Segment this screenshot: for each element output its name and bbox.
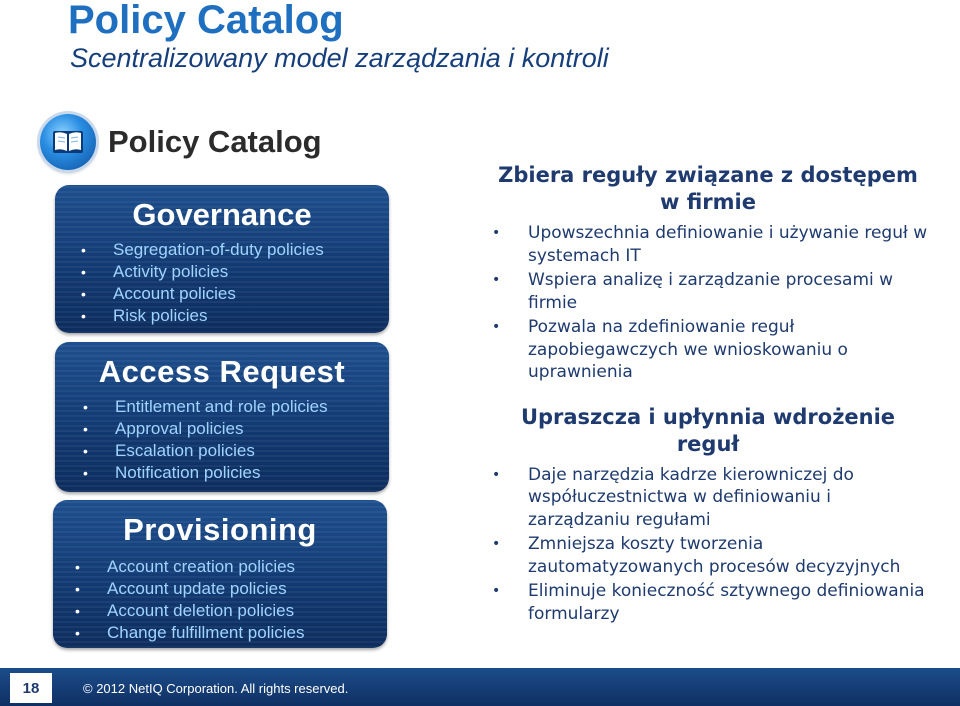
list-item: • Risk policies (81, 305, 389, 327)
list-item: • Change fulfillment policies (75, 622, 387, 644)
list-item: • Approval policies (83, 418, 389, 440)
slide-title: Policy Catalog (68, 0, 344, 42)
slide-subtitle: Scentralizowany model zarządzania i kontroli (70, 43, 609, 73)
section-heading: Zbiera reguły związane z dostępem w firmie (498, 163, 918, 214)
access-request-panel (55, 342, 389, 492)
list-item: • Account deletion policies (75, 600, 387, 622)
list-item: • Upowszechnia definiowanie i używanie reguł w systemach IT (488, 222, 928, 267)
book-icon (40, 114, 96, 170)
list-item: • Wspiera analizę i zarządzanie procesami w firmie (488, 269, 928, 314)
page-number: 18 (10, 673, 52, 703)
list-item: • Zmniejsza koszty tworzenia zautomatyzowanych procesów decyzyjnych (488, 533, 928, 578)
list-item: • Escalation policies (83, 440, 389, 462)
section-list (488, 464, 928, 626)
list-item: • Notification policies (83, 462, 389, 484)
section-heading: Upraszcza i upłynnia wdrożenie reguł (520, 404, 896, 456)
copyright-notice: © 2012 NetIQ Corporation. All rights reserved. (83, 681, 349, 696)
list-item: • Eliminuje konieczność sztywnego definiowania formularzy (488, 580, 928, 625)
access-request-title: Access Request (98, 354, 346, 389)
list-item: • Account creation policies (75, 556, 387, 578)
description-column (488, 162, 928, 627)
list-item: • Segregation-of-duty policies (81, 239, 389, 261)
list-item: • Pozwala na zdefiniowanie reguł zapobiegawczych we wnioskowaniu o uprawnienia (488, 316, 928, 384)
list-item: • Entitlement and role policies (83, 396, 389, 418)
list-item: • Account policies (81, 283, 389, 305)
section-list (488, 222, 928, 384)
access-request-list (83, 396, 389, 484)
list-item: • Account update policies (75, 578, 387, 600)
section-collects-rules (488, 162, 928, 384)
provisioning-panel (53, 500, 387, 648)
governance-list (81, 239, 389, 327)
list-item: • Activity policies (81, 261, 389, 283)
governance-panel (55, 185, 389, 333)
governance-title: Governance (132, 197, 312, 232)
provisioning-list (75, 556, 387, 644)
list-item: • Daje narzędzia kadrze kierowniczej do współuczestnictwa w definiowaniu i zarządzaniu regułami (488, 464, 928, 532)
section-simplifies-rollout (488, 404, 928, 626)
provisioning-title: Provisioning (123, 512, 317, 547)
catalog-heading: Policy Catalog (108, 124, 322, 159)
